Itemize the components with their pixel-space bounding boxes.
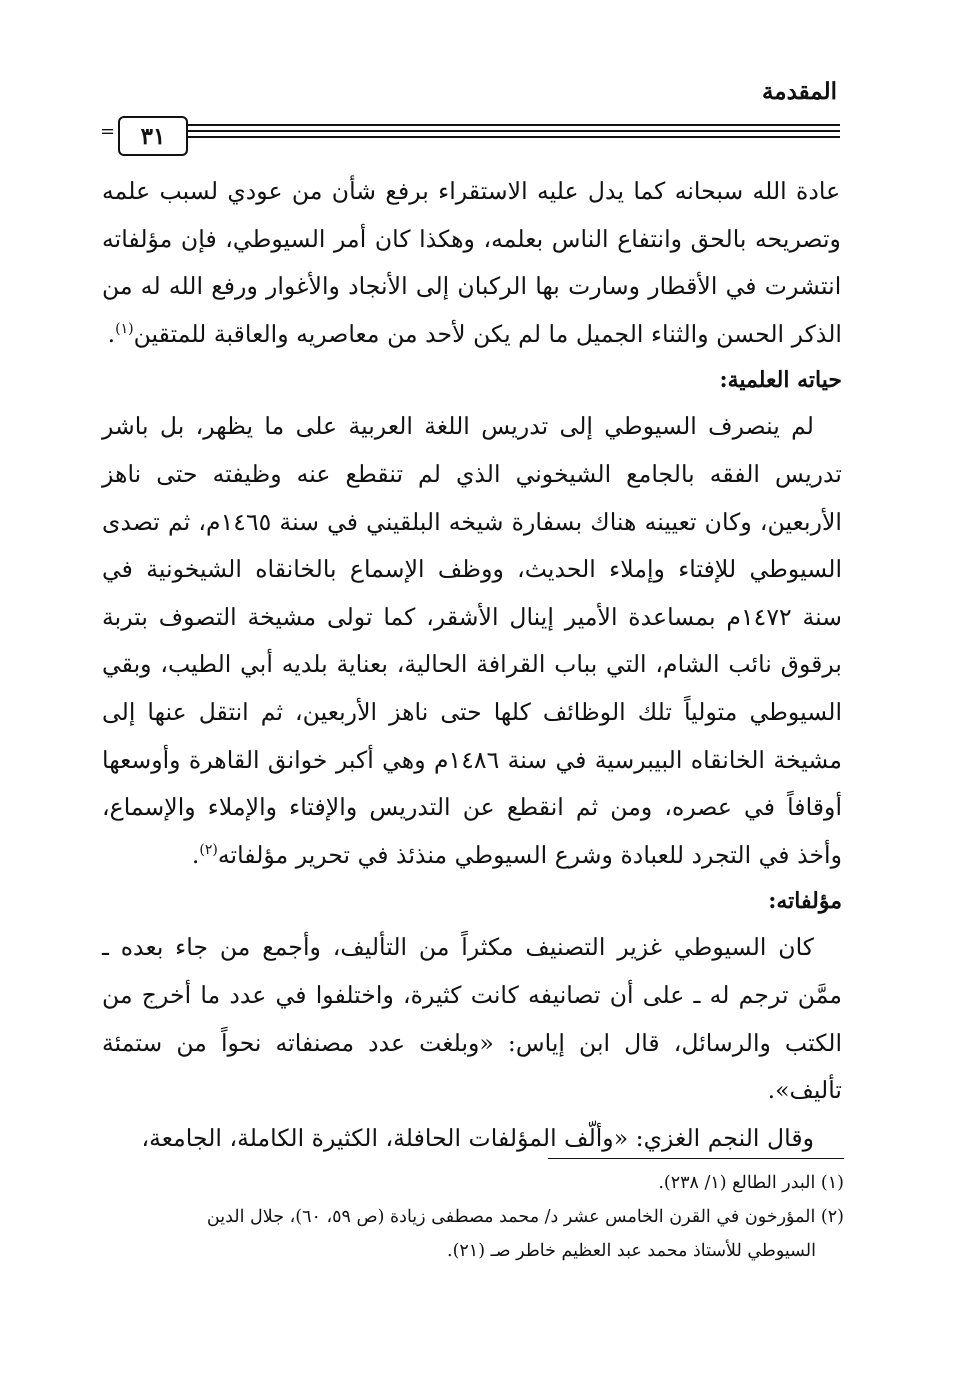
text-line: بمساعدة الأمير إينال الأشقر، كما تولى مشيخة التصوف بتربة برقوق نائب: [102, 602, 842, 679]
text-line: للعبادة وشرع السيوطي منذئذ في تحرير مؤلفاته: [217, 840, 685, 869]
text-line: الفقه بالجامع الشيخوني الذي لم تنقطع عنه وظيفته حتى ناهز الأربعين، وكان: [102, 459, 842, 536]
header-rule: [100, 116, 840, 160]
footnote-text: (٢) المؤرخون في القرن الخامس عشر د/ محمد مصطفى زيادة (ص ٥٩، ٦٠)، جلال الدين: [206, 1207, 844, 1227]
text-line: وإملاء الحديث، ووظف الإسماع بالخانقاه الشيخونية في سنة ١٤٧٢م: [102, 555, 843, 631]
footnotes: [108, 1166, 844, 1268]
text-line: الذكر الحسن والثناء الجميل ما لم يكن لأحد من معاصريه والعاقبة للمتقين: [133, 319, 842, 348]
paragraph: [102, 1115, 842, 1163]
footnote-continuation: السيوطي للأستاذ محمد عبد العظيم خاطر صـ (٢١).: [447, 1241, 816, 1261]
section-heading: حياته العلمية:: [719, 367, 842, 394]
header-rule-line: [188, 136, 840, 138]
page-number-box: [118, 116, 188, 156]
header-rule-line: [188, 130, 840, 132]
body-text: [102, 168, 842, 1162]
text-line: عادة الله سبحانه كما يدل عليه الاستقراء برفع شأن من عودي لسبب علمه: [102, 177, 841, 205]
page-number: ٣١: [140, 122, 166, 150]
footnote-text: (١) البدر الطالع (١/ ٢٣٨).: [658, 1173, 844, 1193]
header-rule-line: [188, 124, 840, 126]
footnote: [108, 1166, 844, 1200]
period: .: [191, 840, 200, 869]
paragraph: [102, 924, 842, 1114]
section-heading: مؤلفاته:: [768, 888, 842, 915]
text-line: وقال النجم الغزي: «وألّف المؤلفات الحافلة، الكثيرة الكاملة، الجامعة،: [141, 1123, 814, 1152]
footnote-ref: (١): [115, 320, 134, 337]
text-line: والرسائل، قال ابن إياس: «وبلغت عدد مصنفاته نحواً من ستمئة تأليف».: [102, 1028, 842, 1105]
text-line: تلك الوظائف كلها حتى ناهز الأربعين، ثم انتقل عنها إلى مشيخة الخانقاه: [102, 697, 842, 774]
header-ornament: =: [100, 121, 116, 142]
text-line: لم ينصرف السيوطي إلى تدريس اللغة العربية على ما يظهر، بل باشر تدريس: [102, 412, 842, 488]
text-line: كان السيوطي غزير التصنيف مكثراً من التأليف، وأجمع من جاء بعده ـ ممَّن: [102, 933, 842, 1009]
running-header-title: المقدمة: [761, 78, 837, 105]
period: .: [107, 319, 116, 348]
text-line: تعيينه هناك بسفارة شيخه البلقيني في سنة ١٤٦٥م، ثم تصدى السيوطي للإفتاء: [102, 507, 842, 584]
footnote-separator: [548, 1158, 844, 1159]
paragraph: [102, 168, 842, 358]
paragraph: [102, 403, 842, 879]
text-line: الشام، التي بباب القرافة الحالية، بعناية بلديه أبي الطيب، وبقي السيوطي متولياً: [102, 650, 842, 726]
text-line: وتصريحه بالحق وانتفاع الناس بعلمه، وهكذا كان أمر السيوطي، فإن مؤلفاته: [102, 224, 841, 253]
text-line: انتشرت في الأقطار وسارت بها الركبان إلى الأنجاد والأغوار ورفع الله له من: [102, 272, 842, 301]
text-line: البيبرسية في سنة ١٤٨٦م وهي أكبر خوانق القاهرة وأوسعها أوقافاً في عصره،: [102, 745, 842, 822]
text-line: ترجم له ـ على أن تصانيفه كانت كثيرة، واختلفوا في عدد ما أخرج من الكتب: [102, 980, 842, 1057]
footnote-ref: (٢): [199, 841, 218, 858]
text-line: ومن ثم انقطع عن التدريس والإفتاء والإملاء والإسماع، وأخذ في التجرد: [102, 793, 842, 869]
footnote: [108, 1200, 844, 1268]
